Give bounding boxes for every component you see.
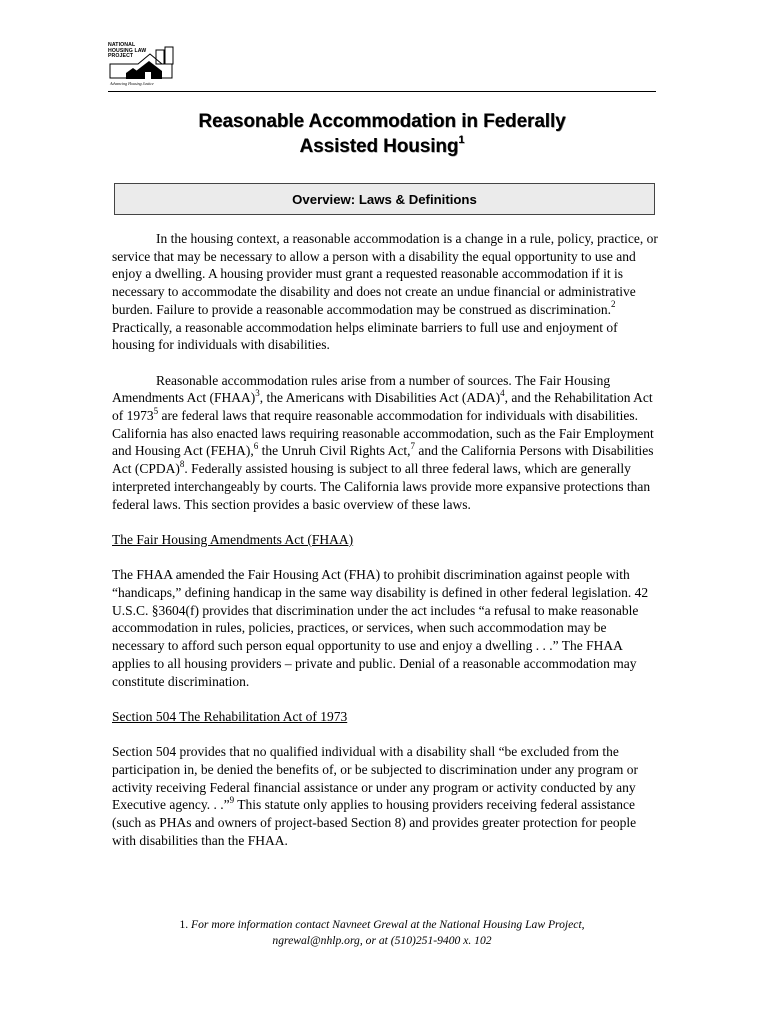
title-line-2-text: Assisted Housing [299,136,459,157]
sources-text-e: the Unruh Civil Rights Act, [258,443,411,459]
sources-text-a: Reasonable accommodation rules arise from a number of sources. The Fair Housing Amendments Act (FHAA) [112,372,611,406]
footnote-ref-6: 6 [253,440,259,451]
intro-paragraph [112,230,660,354]
sources-text-g: . Federally assisted housing is subject to all three federal laws, which are generally interpreted interchangeably by courts. The California laws provide more expansive protections than federal laws. This section provides a basic overview of these laws. [112,461,651,512]
intro-text-part-1: In the housing context, a reasonable accommodation is a change in a rule, policy, practice, or service that may be necessary to allow a person with a disability the equal opportunity to use and enjoy a dwelling. A housing provider must grant a requested reasonable accommodation if it is necessary to accommodate the disability and does not create an undue financial or administrative burden. Failure to provide a reasonable accommodation may be construed as discrimination. [112,231,658,317]
title-line-1: Reasonable Accommodation in Federally [198,111,566,132]
fhaa-paragraph: The FHAA amended the Fair Housing Act (FHA) to prohibit discrimination against people with “handicaps,” defining handicap in the same way disability is defined in other federal legislation. 42 U.S.C. §3604(f) provides that discrimination under the act includes “a refusal to make reasonable accommodation in rules, policies, practices, or services, when such accommodation may be necessary to afford such person equal opportunity to use and enjoy a dwelling . . .” The FHAA applies to all housing providers – private and public. Denial of a reasonable accommodation may constitute discrimination. [112,567,649,689]
nhlp-logo [108,43,180,89]
logo-text: NATIONAL HOUSING LAW PROJECT [108,42,147,60]
footnote-line-1 [108,917,656,933]
footnote-ref-9: 9 [229,794,235,805]
sources-text-f: and the California Persons with Disabilities Act (CPDA) [112,443,654,477]
intro-text-part-2: Practically, a reasonable accommodation helps eliminate barriers to full use and enjoyment of housing for individuals with disabilities. [112,319,618,353]
footnote-ref-8: 8 [179,458,185,469]
sources-text-d: are federal laws that require reasonable accommodation for individuals with disabilities. California has also enacted laws requiring reasonable accommodation, such as the Fair Employment and Housing Act (FEHA), [112,408,654,459]
sources-paragraph [112,372,660,514]
footnote-ref-7: 7 [410,440,416,451]
section-504-text-b: This statute only applies to housing providers receiving federal assistance (such as PHAs and owners of project-based Section 8) and provides greater protection for people with disabilities than the FHAA. [112,797,637,848]
sources-text-c: , and the Rehabilitation Act of 1973 [112,390,653,424]
footnote-ref-5: 5 [153,405,159,416]
page-header [108,43,656,92]
overview-section-box: Overview: Laws & Definitions [114,183,655,215]
footnote [108,917,656,948]
fhaa-heading: The Fair Housing Amendments Act (FHAA) [112,531,354,547]
footnote-ref-4: 4 [500,387,505,398]
title-footnote-mark: 1 [458,133,465,146]
document-title [108,109,656,159]
footnote-number: 1. [179,918,189,931]
title-line-2 [108,134,656,159]
footnote-ref-2: 2 [610,299,616,310]
footnote-text-1: For more information contact Navneet Grewal at the National Housing Law Project, [191,918,585,931]
logo-tagline: Advancing Housing Justice [110,81,154,86]
section-504-paragraph [112,743,660,849]
document-body [112,230,660,850]
section-504-heading: Section 504 The Rehabilitation Act of 1973 [112,708,348,724]
footnote-line-2: ngrewal@nhlp.org, or at (510)251-9400 x. 102 [272,933,492,947]
footnote-ref-3: 3 [255,387,260,398]
section-504-text-a: Section 504 provides that no qualified individual with a disability shall “be excluded from the participation in, be denied the benefits of, or be subjected to discrimination under any program or activity receiving Federal financial assistance or under any program or activity conducted by any Executive agency. . .” [112,744,638,813]
sources-text-b: , the Americans with Disabilities Act (ADA) [259,390,501,406]
